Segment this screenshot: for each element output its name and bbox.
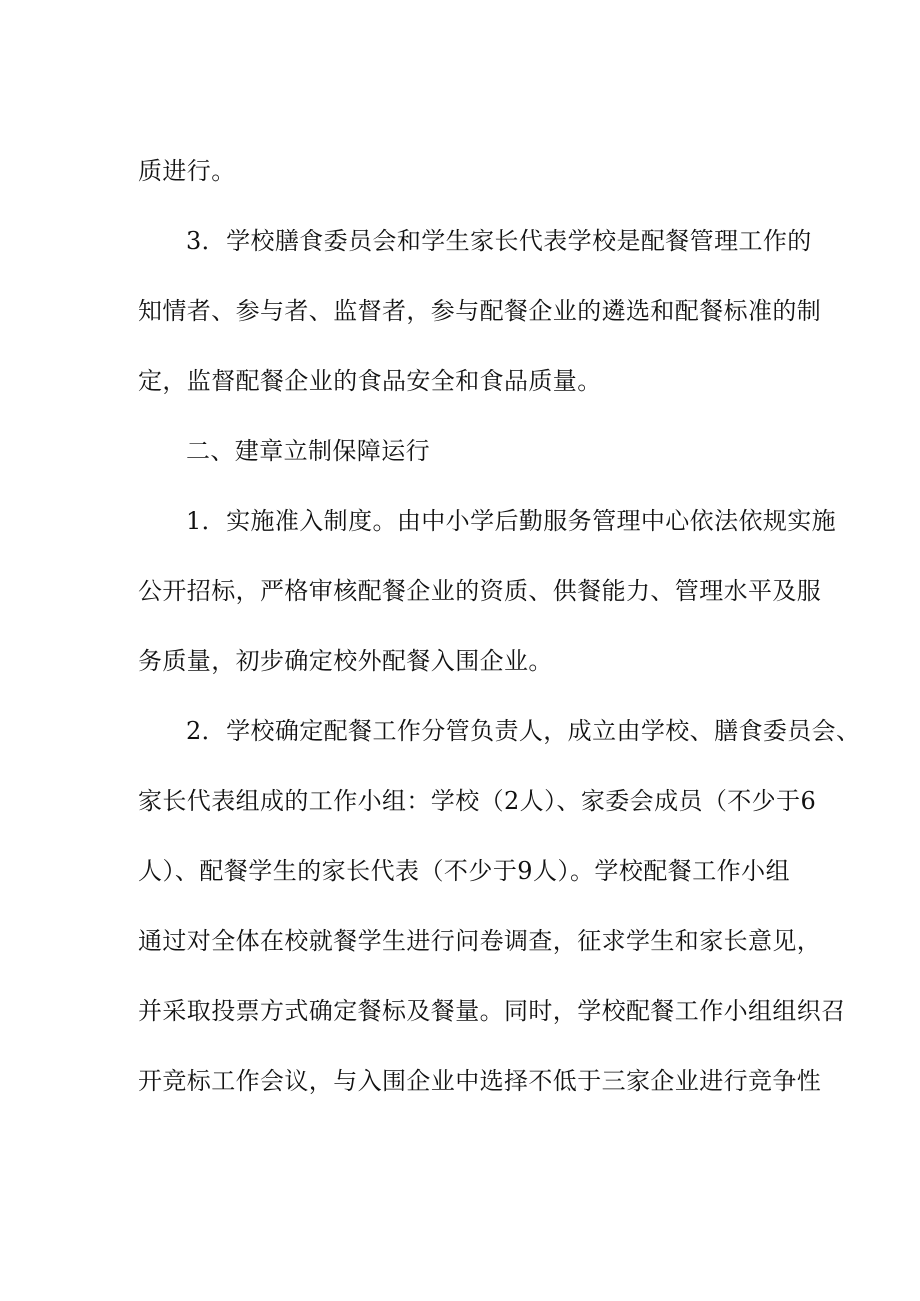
text-line-4: 定，监督配餐企业的食品安全和食品质量。 <box>138 367 602 395</box>
text-line-2: 3．学校膳食委员会和学生家长代表学校是配餐管理工作的 <box>186 227 812 255</box>
text-line-3: 知情者、参与者、监督者，参与配餐企业的遴选和配餐标准的制 <box>138 297 822 325</box>
text-line-13: 并采取投票方式确定餐标及餐量。同时，学校配餐工作小组组织召 <box>138 997 846 1025</box>
text-line-9: 2．学校确定配餐工作分管负责人，成立由学校、膳食委员会、 <box>186 717 861 745</box>
text-line-8: 务质量，初步确定校外配餐入围企业。 <box>138 647 553 675</box>
text-line-11: 人）、配餐学生的家长代表（不少于9人）。学校配餐工作小组 <box>138 857 790 885</box>
section-heading: 二、建章立制保障运行 <box>186 437 430 465</box>
text-line-6: 1．实施准入制度。由中小学后勤服务管理中心依法依规实施 <box>186 507 837 535</box>
text-line-10: 家长代表组成的工作小组：学校（2人）、家委会成员（不少于6 <box>138 787 817 815</box>
text-line-1: 质进行。 <box>138 157 236 185</box>
text-line-14: 开竞标工作会议，与入围企业中选择不低于三家企业进行竞争性 <box>138 1067 822 1095</box>
text-line-7: 公开招标，严格审核配餐企业的资质、供餐能力、管理水平及服 <box>138 577 822 605</box>
text-line-12: 通过对全体在校就餐学生进行问卷调查，征求学生和家长意见， <box>138 927 822 955</box>
